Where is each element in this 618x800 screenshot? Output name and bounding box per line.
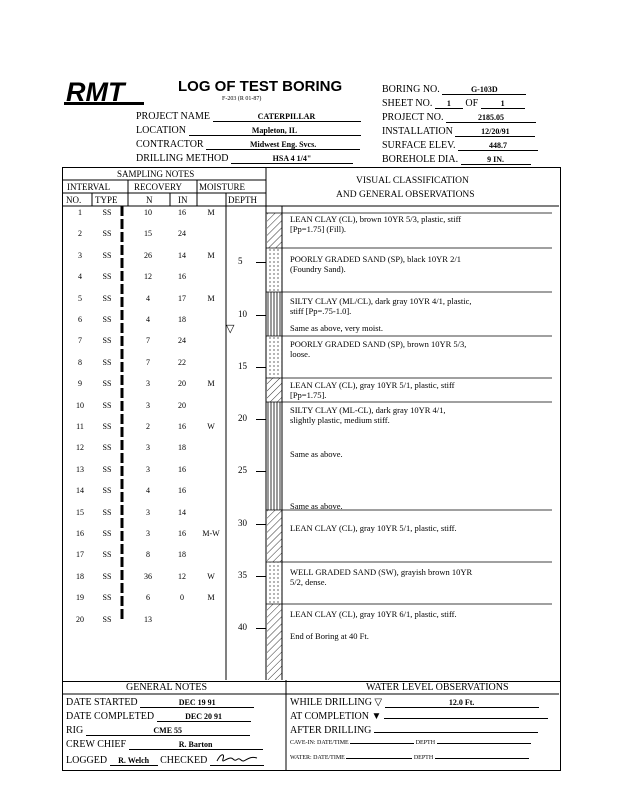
sample-no: 12 (76, 443, 84, 453)
sample-no: 7 (78, 336, 82, 346)
sample-no: 17 (76, 550, 84, 560)
form-title: LOG OF TEST BORING (178, 78, 343, 95)
sample-no: 6 (78, 315, 82, 324)
boring-no-value: G-103D (442, 85, 526, 95)
depth-tick-label: 10 (238, 308, 247, 319)
form-code: F-203 (R 01-87) (222, 96, 262, 102)
description-line: LEAN CLAY (CL), gray 10YR 5/1, plastic, stiff (290, 380, 455, 390)
after-drilling-row (290, 725, 538, 736)
no-header: NO. (66, 195, 82, 205)
date-completed-label: DATE COMPLETED (66, 711, 155, 722)
sample-type: SS (102, 272, 112, 282)
description-line: LEAN CLAY (CL), gray 10YR 6/1, plastic, stiff. (290, 609, 457, 619)
sample-n: 3 (146, 529, 150, 538)
installation-label: INSTALLATION (382, 126, 453, 137)
sample-type: SS (102, 315, 112, 324)
sample-n: 4 (146, 486, 150, 496)
checked-signature (210, 753, 264, 766)
sample-moisture: W (207, 422, 215, 431)
depth-tick-label: 15 (238, 360, 247, 371)
crew-chief-row (66, 739, 263, 750)
sample-type: SS (102, 529, 112, 538)
sample-no: 14 (76, 486, 84, 496)
rig-value: CME 55 (86, 726, 250, 736)
general-notes-title: GENERAL NOTES (126, 682, 208, 693)
rig-row (66, 725, 250, 736)
sampling-notes-header: SAMPLING NOTES (117, 169, 195, 179)
sample-n: 3 (146, 379, 150, 389)
cave-depth-label: DEPTH (415, 740, 436, 746)
sample-type: SS (102, 336, 112, 346)
date-started-row (66, 697, 254, 708)
description-line: (Foundry Sand). (290, 264, 346, 274)
sample-moisture: M (207, 379, 215, 389)
sample-type: SS (102, 250, 112, 260)
interval-header: INTERVAL (67, 182, 111, 192)
sample-no: 16 (76, 529, 84, 538)
date-started-value: DEC 19 91 (140, 698, 254, 708)
svg-text:RMT: RMT (66, 78, 125, 107)
sample-in: 24 (178, 229, 186, 239)
sample-moisture: M (207, 250, 215, 260)
water-label: WATER: DATE/TIME (290, 755, 345, 761)
sample-no: 15 (76, 507, 84, 517)
description-line: 5/2, dense. (290, 577, 327, 587)
sample-no: 19 (76, 593, 84, 603)
sample-no: 9 (78, 379, 82, 389)
water-symbol-icon: ▽ (374, 697, 383, 708)
sample-n: 10 (144, 208, 152, 217)
description-line: slightly plastic, medium stiff. (290, 415, 390, 425)
water-depth-value (435, 758, 529, 759)
sample-in: 14 (178, 507, 186, 517)
borehole-dia-label: BOREHOLE DIA. (382, 154, 459, 165)
sample-in: 20 (178, 379, 186, 389)
sample-type: SS (102, 229, 112, 239)
cave-depth-value (437, 743, 531, 744)
date-started-label: DATE STARTED (66, 697, 138, 708)
water-value (346, 758, 412, 759)
borehole-dia-value: 9 IN. (461, 155, 531, 165)
sample-n: 6 (146, 593, 150, 603)
sample-type: SS (102, 571, 112, 581)
drilling-method-value: HSA 4 1/4" (231, 154, 353, 164)
at-completion-label: AT COMPLETION (290, 711, 369, 722)
boring-no-label: BORING NO. (382, 84, 440, 95)
sample-n: 4 (146, 315, 150, 324)
sample-n: 3 (146, 400, 150, 410)
water-row (290, 755, 529, 761)
in-header: IN (178, 195, 188, 205)
sample-n: 13 (144, 614, 152, 624)
sample-type: SS (102, 507, 112, 517)
sample-n: 12 (144, 272, 152, 282)
while-drilling-row (290, 697, 539, 708)
sample-n: 7 (146, 357, 150, 367)
sample-n: 3 (146, 507, 150, 517)
description-line: [Pp=1.75] (Fill). (290, 224, 347, 234)
sample-no: 8 (78, 357, 82, 367)
project-no-value: 2185.05 (446, 113, 536, 123)
sample-in: 24 (178, 336, 186, 346)
sample-n: 4 (146, 293, 150, 303)
description-line: loose. (290, 349, 311, 359)
sample-no: 5 (78, 293, 82, 303)
description-line: SILTY CLAY (ML/CL), dark gray 10YR 4/1, plastic, (290, 296, 472, 306)
sample-n: 3 (146, 464, 150, 474)
sample-in: 20 (178, 400, 186, 410)
project-name-value: CATERPILLAR (213, 112, 361, 122)
water-level-marker-icon: ▽ (226, 323, 235, 335)
logged-row (66, 753, 264, 766)
installation-value: 12/20/91 (455, 127, 535, 137)
sample-n: 7 (146, 336, 150, 346)
description-line: Same as above. (290, 449, 343, 459)
date-completed-row (66, 711, 251, 722)
type-header: TYPE (95, 195, 118, 205)
sample-in: 22 (178, 357, 186, 367)
cave-in-label: CAVE-IN: DATE/TIME (290, 740, 349, 746)
sample-moisture: M-W (202, 529, 220, 538)
description-line: Same as above, very moist. (290, 323, 384, 333)
sample-n: 26 (144, 250, 152, 260)
sample-in: 18 (178, 443, 186, 453)
description-line: [Pp=1.75]. (290, 390, 327, 400)
description-line: Same as above. (290, 501, 343, 511)
after-drilling-label: AFTER DRILLING (290, 725, 372, 736)
sample-no: 2 (78, 229, 82, 239)
description-line: POORLY GRADED SAND (SP), brown 10YR 5/3, (290, 339, 467, 349)
water-symbol-icon: ▼ (371, 711, 382, 722)
depth-tick-label: 35 (238, 569, 247, 580)
sheet-no-value: 1 (435, 99, 463, 109)
logged-label: LOGGED (66, 755, 108, 766)
description-line: SILTY CLAY (ML-CL), dark gray 10YR 4/1, (290, 405, 446, 415)
sample-in: 16 (178, 464, 186, 474)
general-observations-header: AND GENERAL OBSERVATIONS (336, 190, 475, 200)
date-completed-value: DEC 20 91 (157, 712, 251, 722)
sample-no: 3 (78, 250, 82, 260)
crew-chief-label: CREW CHIEF (66, 739, 127, 750)
surface-elev-label: SURFACE ELEV. (382, 140, 456, 151)
sample-n: 15 (144, 229, 152, 239)
recovery-header: RECOVERY (134, 182, 183, 192)
sample-type: SS (102, 550, 112, 560)
of-label: OF (465, 98, 479, 109)
sample-n: 2 (146, 422, 150, 431)
sample-no: 13 (76, 464, 84, 474)
description-line: WELL GRADED SAND (SW), grayish brown 10YR (290, 567, 473, 577)
sample-in: 16 (178, 486, 186, 496)
sample-type: SS (102, 357, 112, 367)
rig-label: RIG (66, 725, 84, 736)
sample-n: 3 (146, 443, 150, 453)
sample-type: SS (102, 400, 112, 410)
sample-in: 17 (178, 293, 186, 303)
sample-no: 20 (76, 614, 84, 624)
sample-type: SS (102, 293, 112, 303)
sheet-of-value: 1 (481, 99, 525, 109)
sample-type: SS (102, 379, 112, 389)
sample-in: 14 (178, 250, 186, 260)
sample-in: 16 (178, 529, 186, 538)
project-name-label: PROJECT NAME (136, 111, 210, 122)
sample-in: 0 (180, 593, 184, 603)
depth-tick-label: 25 (238, 465, 247, 476)
at-completion-value (384, 718, 548, 719)
location-value: Mapleton, IL (189, 126, 361, 136)
sample-type: SS (102, 614, 112, 624)
while-drilling-label: WHILE DRILLING (290, 697, 372, 708)
project-no-label: PROJECT NO. (382, 112, 444, 123)
sample-in: 18 (178, 550, 186, 560)
after-drilling-value (374, 732, 538, 733)
sample-in: 16 (178, 272, 186, 282)
contractor-value: Midwest Eng. Svcs. (206, 140, 360, 150)
water-level-title: WATER LEVEL OBSERVATIONS (366, 682, 509, 693)
contractor-label: CONTRACTOR (136, 139, 204, 150)
water-depth-label: DEPTH (413, 755, 434, 761)
sample-no: 11 (76, 422, 84, 431)
sample-in: 16 (178, 208, 186, 217)
while-drilling-value: 12.0 Ft. (385, 698, 539, 708)
description-line: stiff [Pp=.75-1.0]. (290, 306, 352, 316)
sample-type: SS (102, 443, 112, 453)
sample-no: 10 (76, 400, 84, 410)
sample-in: 18 (178, 315, 186, 324)
location-label: LOCATION (136, 125, 186, 136)
sample-moisture: W (207, 571, 215, 581)
sample-moisture: M (207, 593, 215, 603)
visual-classification-header: VISUAL CLASSIFICATION (356, 176, 469, 186)
depth-header: DEPTH (228, 195, 257, 205)
signature-icon (215, 753, 259, 763)
n-header: N (146, 195, 153, 205)
surface-elev-value: 448.7 (458, 141, 538, 151)
description-line: End of Boring at 40 Ft. (290, 631, 369, 641)
sample-type: SS (102, 208, 112, 217)
description-line: LEAN CLAY (CL), brown 10YR 5/3, plastic, stiff (290, 214, 462, 224)
at-completion-row (290, 711, 548, 722)
moisture-header: MOISTURE (199, 182, 246, 192)
sample-type: SS (102, 593, 112, 603)
logged-value: R. Welch (110, 756, 158, 766)
sample-no: 4 (78, 272, 82, 282)
depth-tick-label: 40 (238, 622, 247, 632)
sample-type: SS (102, 486, 112, 496)
sample-no: 1 (78, 208, 82, 217)
sample-n: 36 (144, 571, 152, 581)
sample-n: 8 (146, 550, 150, 560)
depth-tick-label: 30 (238, 517, 247, 528)
sample-moisture: M (207, 293, 215, 303)
description-line: LEAN CLAY (CL), gray 10YR 5/1, plastic, stiff. (290, 523, 457, 533)
sample-no: 18 (76, 571, 84, 581)
description-line: POORLY GRADED SAND (SP), black 10YR 2/1 (290, 254, 461, 264)
sample-in: 12 (178, 571, 186, 581)
crew-chief-value: R. Barton (129, 740, 263, 750)
drilling-method-label: DRILLING METHOD (136, 153, 229, 164)
cave-in-value (350, 743, 414, 744)
checked-label: CHECKED (160, 755, 208, 766)
sheet-no-label: SHEET NO. (382, 98, 433, 109)
cave-in-row (290, 740, 531, 746)
sample-in: 16 (178, 422, 186, 431)
depth-tick-label: 5 (238, 256, 243, 267)
depth-tick-label: 20 (238, 413, 247, 423)
sample-type: SS (102, 464, 112, 474)
sample-type: SS (102, 422, 112, 431)
sample-moisture: M (207, 208, 215, 217)
